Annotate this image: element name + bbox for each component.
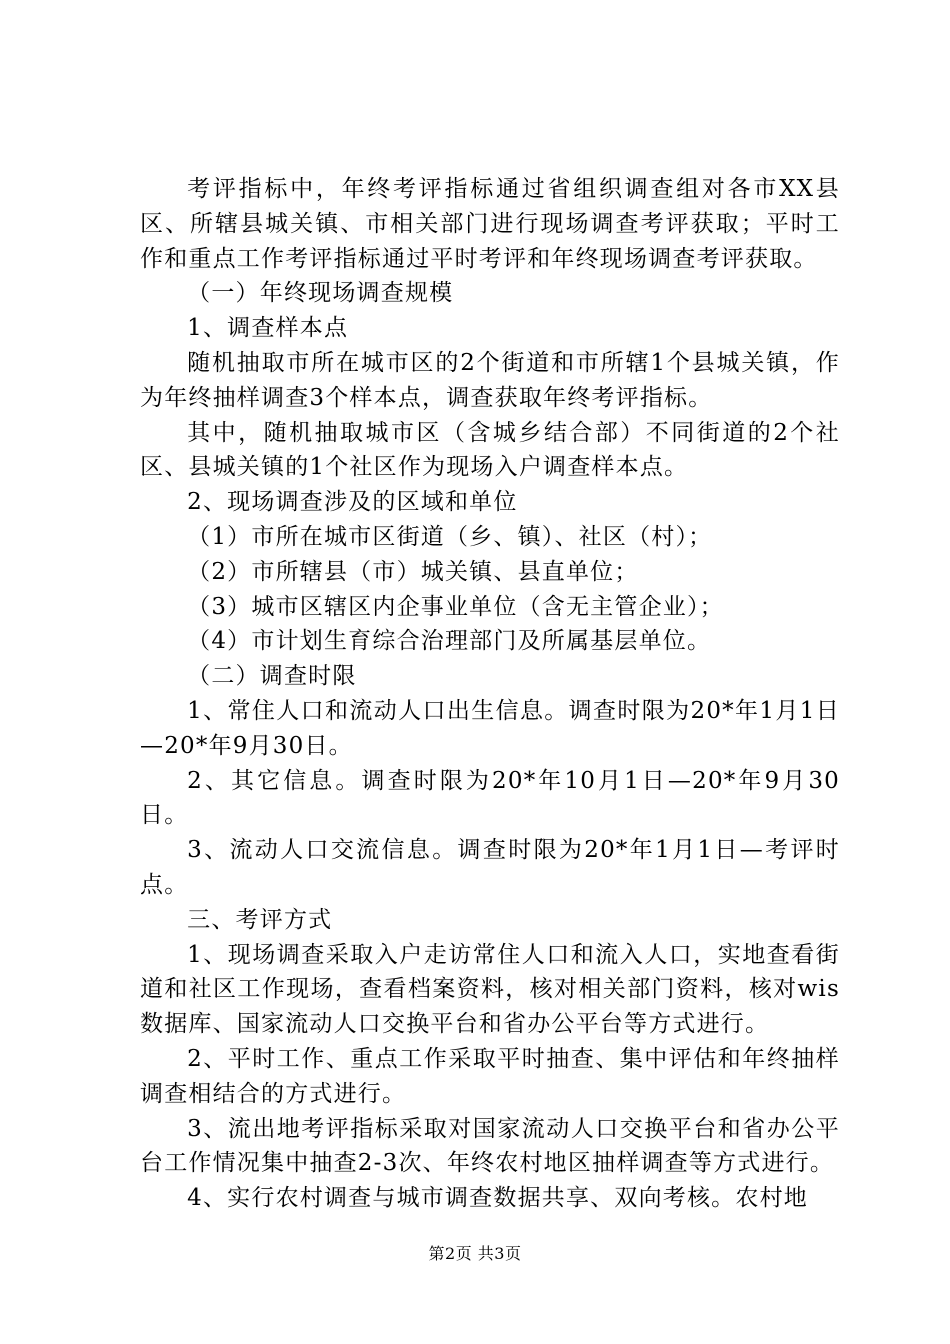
list-item-2: （2）市所辖县（市）城关镇、县直单位； — [187, 558, 639, 585]
page-footer — [0, 1244, 950, 1264]
paragraph-method-3: 3、流出地考评指标采取对国家流动人口交换平台和省办公平台工作情况集中抽查2-3次、年终农村地区抽样调查等方式进行。 — [140, 1115, 840, 1177]
list-item-1: （1）市所在城市区街道（乡、镇）、社区（村）； — [187, 523, 713, 550]
subheading-sample-points: 1、调查样本点 — [187, 315, 349, 342]
page-number-label: 第2页 共3页 — [428, 1244, 522, 1263]
list-item-3: （3）城市区辖区内企事业单位（含无主管企业）； — [187, 593, 724, 620]
list-item-4: （4）市计划生育综合治理部门及所属基层单位。 — [187, 628, 712, 655]
paragraph-method-4: 4、实行农村调查与城市调查数据共享、双向考核。农村地 — [187, 1185, 808, 1212]
paragraph-random-sampling: 随机抽取市所在城市区的2个街道和市所辖1个县城关镇，作为年终抽样调查3个样本点，调查获取年终考评指标。 — [140, 349, 840, 411]
document-body — [140, 172, 840, 1216]
paragraph-time-limit-3: 3、流动人口交流信息。调查时限为20*年1月1日—考评时点。 — [140, 837, 840, 898]
paragraph-method-1: 1、现场调查采取入户走访常住人口和流入人口，实地查看街道和社区工作现场，查看档案资料，核对相关部门资料，核对wis数据库、国家流动人口交换平台和省办公平台等方式进行。 — [140, 941, 840, 1038]
paragraph-time-limit-2: 2、其它信息。调查时限为20*年10月1日—20*年9月30日。 — [140, 767, 840, 829]
paragraph-time-limit-1: 1、常住人口和流动人口出生信息。调查时限为20*年1月1日—20*年9月30日。 — [140, 697, 840, 759]
paragraph-method-2: 2、平时工作、重点工作采取平时抽查、集中评估和年终抽样调查相结合的方式进行。 — [140, 1045, 840, 1107]
section-heading-survey-scale: （一）年终现场调查规模 — [187, 280, 454, 307]
paragraph-community-sampling: 其中，随机抽取城市区（含城乡结合部）不同街道的2个社区、县城关镇的1个社区作为现场入户调查样本点。 — [140, 419, 840, 481]
subheading-areas-units: 2、现场调查涉及的区域和单位 — [187, 489, 518, 516]
section-heading-time-limit: （二）调查时限 — [187, 663, 357, 690]
paragraph-intro: 考评指标中，年终考评指标通过省组织调查组对各市XX县区、所辖县城关镇、市相关部门进行现场调查考评获取；平时工作和重点工作考评指标通过平时考评和年终现场调查考评获取。 — [140, 176, 840, 272]
section-heading-method: 三、考评方式 — [187, 906, 333, 933]
